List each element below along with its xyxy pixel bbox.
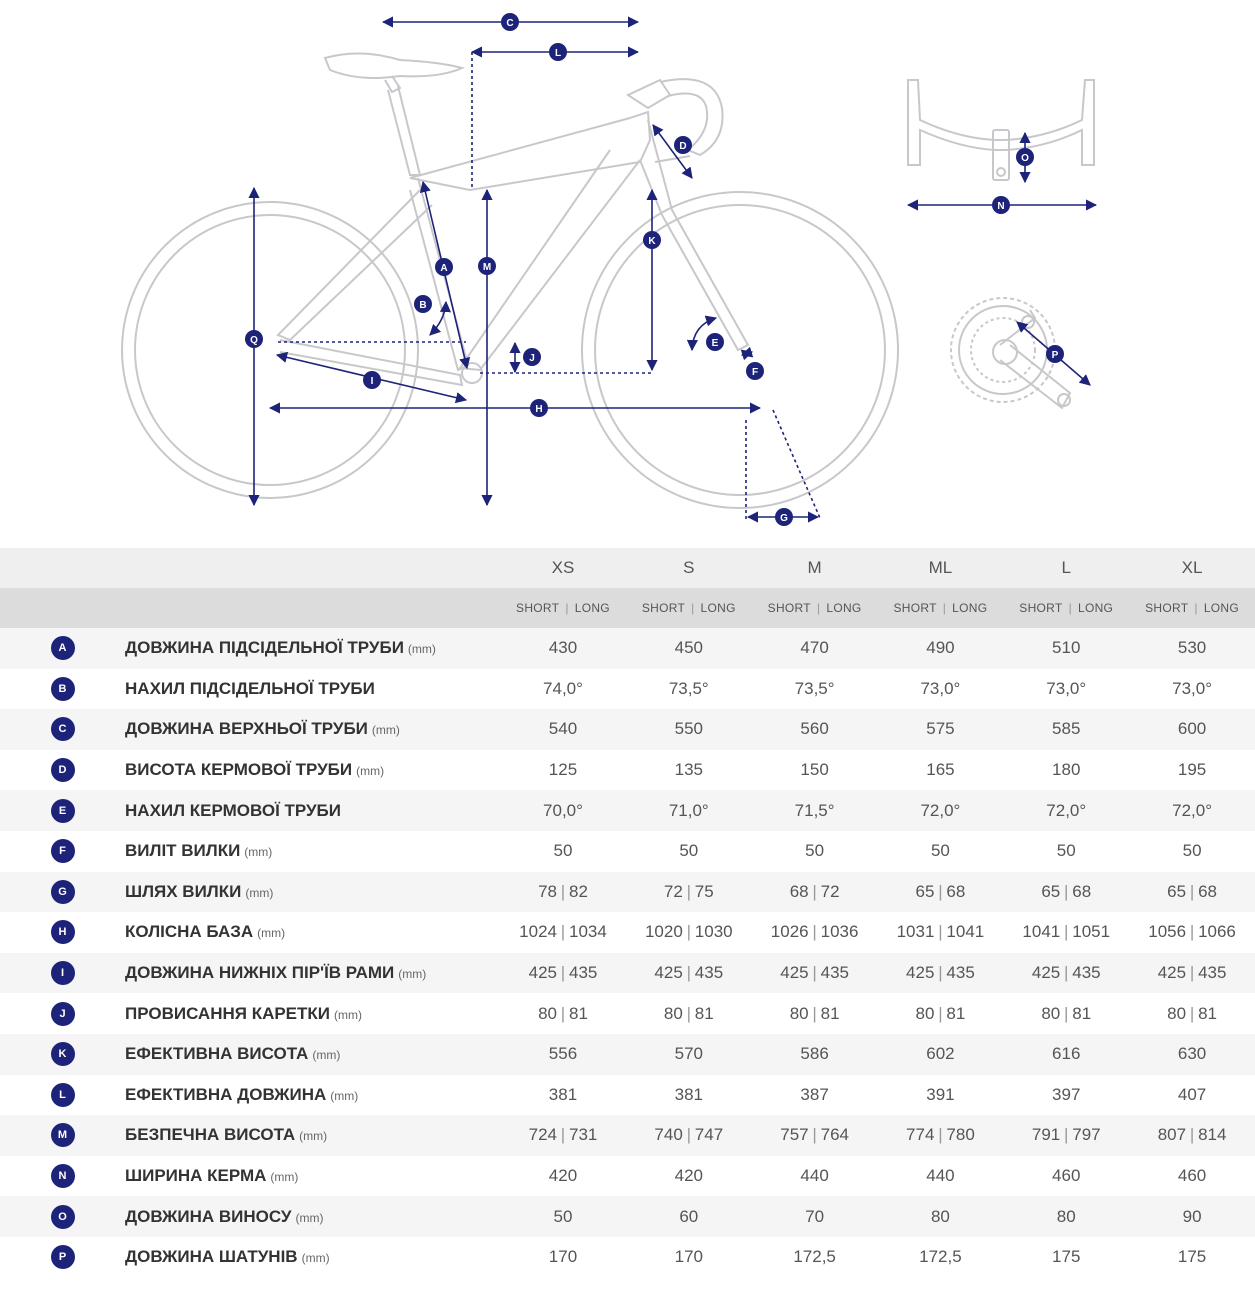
value-cell-pair: 425 | 435 — [626, 953, 752, 994]
svg-text:J: J — [529, 353, 535, 364]
long-value: 81 — [568, 1003, 588, 1023]
table-row — [0, 628, 1255, 669]
value-cell: 407 — [1129, 1075, 1255, 1116]
value-cell: 460 — [1129, 1156, 1255, 1197]
table-row — [0, 669, 1255, 710]
long-value: 435 — [568, 963, 598, 983]
value-cell: 556 — [500, 1034, 626, 1075]
svg-text:D: D — [679, 141, 687, 152]
marker-l — [549, 43, 567, 61]
row-letter-badge: L — [51, 1083, 75, 1107]
short-value: 425 — [906, 963, 935, 983]
marker-p — [1046, 345, 1064, 363]
row-label: НАХИЛ КЕРМОВОЇ ТРУБИ — [125, 800, 341, 820]
short-value: 78 — [538, 881, 557, 901]
long-value: 731 — [568, 1125, 598, 1145]
bike-geometry-diagram — [0, 0, 1255, 548]
row-unit: (mm) — [330, 1088, 359, 1103]
value-cell: 391 — [878, 1075, 1004, 1116]
table-row — [0, 750, 1255, 791]
long-value: 1034 — [568, 922, 607, 942]
long-value: 68 — [946, 881, 966, 901]
svg-text:E: E — [711, 338, 719, 349]
long-value: 814 — [1198, 1125, 1227, 1145]
table-row — [0, 790, 1255, 831]
row-unit: (mm) — [244, 845, 273, 860]
marker-g — [775, 508, 793, 526]
value-cell: 73,5° — [752, 669, 878, 710]
long-value: 72 — [820, 881, 840, 901]
table-row — [0, 953, 1255, 994]
long-value: 81 — [1072, 1003, 1092, 1023]
value-cell-pair: 80 | 81 — [1129, 993, 1255, 1034]
value-cell: 90 — [1129, 1196, 1255, 1237]
marker-o — [1016, 148, 1034, 166]
row-letter-badge: O — [51, 1205, 75, 1229]
svg-text:G: G — [780, 513, 788, 524]
value-cell-pair: 1026 | 1036 — [752, 912, 878, 953]
value-cell-pair: 425 | 435 — [500, 953, 626, 994]
row-letter-badge: K — [51, 1042, 75, 1066]
long-label: LONG — [952, 601, 988, 615]
value-cell: 74,0° — [500, 669, 626, 710]
short-long-label: SHORT | LONG — [878, 588, 1004, 628]
value-cell: 170 — [500, 1237, 626, 1278]
table-row — [0, 1075, 1255, 1116]
value-cell: 381 — [626, 1075, 752, 1116]
value-cell: 470 — [752, 628, 878, 669]
short-value: 68 — [789, 881, 809, 901]
value-cell: 602 — [878, 1034, 1004, 1075]
table-row — [0, 1115, 1255, 1156]
marker-i — [363, 371, 381, 389]
bike-geometry-svg — [0, 0, 1255, 548]
value-cell-pair: 80 | 81 — [878, 993, 1004, 1034]
long-value: 435 — [946, 963, 975, 983]
value-cell: 430 — [500, 628, 626, 669]
value-cell: 560 — [752, 709, 878, 750]
row-letter-badge: N — [51, 1164, 75, 1188]
row-label: ДОВЖИНА ВИНОСУ — [125, 1206, 292, 1226]
long-value: 1030 — [694, 922, 733, 942]
short-value: 425 — [528, 963, 557, 983]
value-cell: 165 — [878, 750, 1004, 791]
size-header-m: M — [752, 548, 878, 588]
value-cell: 70 — [752, 1196, 878, 1237]
value-cell: 616 — [1003, 1034, 1129, 1075]
row-letter-badge: P — [51, 1245, 75, 1269]
bike-outline — [122, 53, 898, 508]
row-label: ДОВЖИНА ПІДСІДЕЛЬНОЇ ТРУБИ — [125, 638, 404, 658]
value-cell-pair: 80 | 81 — [1003, 993, 1129, 1034]
long-value: 747 — [694, 1125, 724, 1145]
row-label: ШЛЯХ ВИЛКИ — [125, 881, 242, 901]
svg-text:I: I — [370, 376, 374, 387]
value-cell-pair: 425 | 435 — [1003, 953, 1129, 994]
value-cell: 420 — [500, 1156, 626, 1197]
short-long-label: SHORT | LONG — [626, 588, 752, 628]
short-value: 1026 — [770, 922, 809, 942]
value-cell-pair: 65 | 68 — [1003, 872, 1129, 913]
long-value: 1036 — [820, 922, 859, 942]
row-unit: (mm) — [371, 723, 400, 738]
short-value: 65 — [1041, 881, 1061, 901]
row-unit: (mm) — [245, 885, 274, 900]
marker-b — [414, 295, 432, 313]
row-label: ШИРИНА КЕРМА — [125, 1166, 267, 1186]
value-cell: 50 — [1003, 831, 1129, 872]
size-header-xl: XL — [1129, 548, 1255, 588]
short-value: 65 — [1167, 881, 1187, 901]
value-cell: 80 — [1003, 1196, 1129, 1237]
value-cell: 550 — [626, 709, 752, 750]
svg-text:A: A — [440, 263, 448, 274]
value-cell: 71,5° — [752, 790, 878, 831]
row-unit: (mm) — [257, 926, 286, 941]
value-cell-pair: 1041 | 1051 — [1003, 912, 1129, 953]
short-long-label: SHORT | LONG — [1129, 588, 1255, 628]
table-row — [0, 1034, 1255, 1075]
value-cell: 490 — [878, 628, 1004, 669]
marker-a — [435, 258, 453, 276]
short-value: 1020 — [644, 922, 683, 942]
row-letter-badge: M — [51, 1123, 75, 1147]
value-cell: 73,0° — [1003, 669, 1129, 710]
short-label: SHORT — [893, 601, 937, 615]
value-cell: 70,0° — [500, 790, 626, 831]
svg-text:B: B — [419, 300, 427, 311]
size-header-s: S — [626, 548, 752, 588]
long-value: 780 — [946, 1125, 975, 1145]
value-cell: 420 — [626, 1156, 752, 1197]
value-cell: 585 — [1003, 709, 1129, 750]
value-cell: 150 — [752, 750, 878, 791]
marker-j — [523, 348, 541, 366]
row-unit: (mm) — [270, 1170, 299, 1185]
short-long-header-row — [0, 588, 1255, 628]
value-cell: 50 — [752, 831, 878, 872]
short-value: 80 — [789, 1003, 809, 1023]
value-cell: 397 — [1003, 1075, 1129, 1116]
short-value: 757 — [780, 1125, 809, 1145]
row-label: ДОВЖИНА ВЕРХНЬОЇ ТРУБИ — [125, 719, 368, 739]
table-row — [0, 1156, 1255, 1197]
value-cell: 172,5 — [878, 1237, 1004, 1278]
marker-n — [992, 196, 1010, 214]
value-cell-pair: 425 | 435 — [752, 953, 878, 994]
short-value: 1024 — [519, 922, 557, 942]
marker-m — [478, 257, 496, 275]
row-letter-badge: A — [51, 636, 75, 660]
short-value: 425 — [1157, 963, 1187, 983]
long-label: LONG — [1077, 601, 1114, 615]
value-cell: 73,5° — [626, 669, 752, 710]
size-header-l: L — [1003, 548, 1129, 588]
long-value: 75 — [694, 881, 714, 901]
value-cell-pair: 1056 | 1066 — [1129, 912, 1255, 953]
short-long-label: SHORT | LONG — [1003, 588, 1129, 628]
marker-d — [674, 136, 692, 154]
short-label: SHORT — [1145, 601, 1189, 615]
svg-text:O: O — [1021, 153, 1029, 164]
short-value: 740 — [654, 1125, 683, 1145]
short-value: 80 — [538, 1003, 557, 1023]
svg-text:L: L — [554, 48, 562, 59]
long-value: 1066 — [1198, 922, 1236, 942]
value-cell: 170 — [626, 1237, 752, 1278]
value-cell-pair: 425 | 435 — [878, 953, 1004, 994]
value-cell: 135 — [626, 750, 752, 791]
marker-c — [501, 13, 519, 31]
table-row — [0, 912, 1255, 953]
long-value: 81 — [694, 1003, 714, 1023]
value-cell: 460 — [1003, 1156, 1129, 1197]
value-cell: 50 — [626, 831, 752, 872]
row-label: НАХИЛ ПІДСІДЕЛЬНОЇ ТРУБИ — [125, 678, 375, 698]
value-cell: 73,0° — [1129, 669, 1255, 710]
row-letter-badge: H — [51, 920, 75, 944]
value-cell: 71,0° — [626, 790, 752, 831]
row-label: ПРОВИСАННЯ КАРЕТКИ — [125, 1003, 331, 1023]
long-label: LONG — [700, 601, 736, 615]
value-cell: 60 — [626, 1196, 752, 1237]
short-value: 774 — [906, 1125, 935, 1145]
size-header-ml: ML — [878, 548, 1004, 588]
long-label: LONG — [574, 601, 610, 615]
row-letter-badge: B — [51, 677, 75, 701]
size-header-xs: XS — [500, 548, 626, 588]
long-value: 1051 — [1072, 922, 1111, 942]
marker-f — [746, 362, 764, 380]
value-cell-pair: 425 | 435 — [1129, 953, 1255, 994]
short-value: 724 — [528, 1125, 557, 1145]
svg-text:K: K — [648, 236, 656, 247]
short-value: 807 — [1157, 1125, 1187, 1145]
long-label: LONG — [826, 601, 862, 615]
value-cell: 540 — [500, 709, 626, 750]
short-label: SHORT — [1019, 601, 1063, 615]
value-cell: 600 — [1129, 709, 1255, 750]
value-cell-pair: 65 | 68 — [878, 872, 1004, 913]
marker-k — [643, 231, 661, 249]
diagram-markers — [245, 13, 1064, 526]
value-cell: 80 — [878, 1196, 1004, 1237]
svg-text:M: M — [482, 262, 492, 273]
value-cell: 440 — [878, 1156, 1004, 1197]
row-label: КОЛІСНА БАЗА — [125, 922, 254, 942]
value-cell-pair: 68 | 72 — [752, 872, 878, 913]
row-label: БЕЗПЕЧНА ВИСОТА — [125, 1125, 296, 1145]
marker-q — [245, 330, 263, 348]
long-value: 68 — [1198, 881, 1217, 901]
value-cell: 50 — [500, 1196, 626, 1237]
row-unit: (mm) — [334, 1007, 362, 1022]
short-value: 65 — [915, 881, 935, 901]
value-cell: 180 — [1003, 750, 1129, 791]
long-value: 82 — [568, 881, 588, 901]
table-row — [0, 709, 1255, 750]
row-unit: (mm) — [407, 642, 436, 657]
short-label: SHORT — [767, 601, 811, 615]
long-value: 435 — [1072, 963, 1101, 983]
value-cell: 440 — [752, 1156, 878, 1197]
value-cell: 172,5 — [752, 1237, 878, 1278]
short-label: SHORT — [516, 601, 560, 615]
value-cell-pair: 78 | 82 — [500, 872, 626, 913]
value-cell: 72,0° — [1003, 790, 1129, 831]
marker-e — [706, 333, 724, 351]
geometry-table — [0, 548, 1255, 1278]
short-long-label: SHORT | LONG — [752, 588, 878, 628]
table-row — [0, 1237, 1255, 1278]
row-label: ЕФЕКТИВНА ВИСОТА — [125, 1044, 309, 1064]
table-row — [0, 1196, 1255, 1237]
value-cell-pair: 740 | 747 — [626, 1115, 752, 1156]
row-label: ВИСОТА КЕРМОВОЇ ТРУБИ — [125, 760, 353, 780]
row-unit: (mm) — [295, 1210, 324, 1225]
size-header-row — [0, 548, 1255, 588]
value-cell: 175 — [1129, 1237, 1255, 1278]
value-cell-pair: 80 | 81 — [752, 993, 878, 1034]
value-cell: 72,0° — [1129, 790, 1255, 831]
row-unit: (mm) — [356, 764, 385, 779]
value-cell: 50 — [500, 831, 626, 872]
value-cell: 570 — [626, 1034, 752, 1075]
short-value: 1041 — [1022, 922, 1061, 942]
value-cell-pair: 72 | 75 — [626, 872, 752, 913]
long-label: LONG — [1203, 601, 1240, 615]
row-letter-badge: C — [51, 717, 75, 741]
long-value: 1041 — [946, 922, 985, 942]
value-cell: 387 — [752, 1075, 878, 1116]
svg-text:P: P — [1051, 350, 1059, 361]
short-value: 425 — [780, 963, 809, 983]
value-cell: 73,0° — [878, 669, 1004, 710]
short-value: 791 — [1031, 1125, 1061, 1145]
row-letter-badge: D — [51, 758, 75, 782]
handlebar-top-view — [908, 80, 1094, 180]
table-row — [0, 993, 1255, 1034]
value-cell: 72,0° — [878, 790, 1004, 831]
row-unit: (mm) — [301, 1251, 330, 1266]
row-letter-badge: I — [51, 961, 75, 985]
value-cell: 381 — [500, 1075, 626, 1116]
value-cell: 450 — [626, 628, 752, 669]
value-cell-pair: 80 | 81 — [626, 993, 752, 1034]
long-value: 764 — [820, 1125, 849, 1145]
short-value: 72 — [663, 881, 683, 901]
row-label: ДОВЖИНА ШАТУНІВ — [125, 1247, 298, 1267]
short-label: SHORT — [641, 601, 686, 615]
long-value: 435 — [820, 963, 849, 983]
value-cell-pair: 807 | 814 — [1129, 1115, 1255, 1156]
row-letter-badge: E — [51, 799, 75, 823]
row-letter-badge: F — [51, 839, 75, 863]
row-letter-badge: G — [51, 880, 75, 904]
short-value: 425 — [654, 963, 683, 983]
row-letter-badge: J — [51, 1002, 75, 1026]
value-cell: 50 — [878, 831, 1004, 872]
long-value: 81 — [1198, 1003, 1217, 1023]
value-cell-pair: 774 | 780 — [878, 1115, 1004, 1156]
svg-text:H: H — [535, 404, 543, 415]
short-value: 80 — [1167, 1003, 1187, 1023]
svg-text:F: F — [751, 367, 759, 378]
row-label: ДОВЖИНА НИЖНІХ ПІР'ЇВ РАМИ — [125, 963, 395, 983]
value-cell: 630 — [1129, 1034, 1255, 1075]
marker-h — [530, 399, 548, 417]
short-value: 1031 — [896, 922, 935, 942]
value-cell: 530 — [1129, 628, 1255, 669]
short-value: 80 — [663, 1003, 683, 1023]
value-cell: 50 — [1129, 831, 1255, 872]
row-unit: (mm) — [398, 967, 427, 982]
short-value: 425 — [1031, 963, 1061, 983]
value-cell-pair: 1020 | 1030 — [626, 912, 752, 953]
value-cell-pair: 1024 | 1034 — [500, 912, 626, 953]
short-value: 80 — [915, 1003, 935, 1023]
svg-text:N: N — [997, 201, 1005, 212]
value-cell: 195 — [1129, 750, 1255, 791]
short-value: 80 — [1041, 1003, 1061, 1023]
value-cell-pair: 757 | 764 — [752, 1115, 878, 1156]
long-value: 435 — [694, 963, 724, 983]
svg-text:Q: Q — [250, 335, 258, 346]
row-label: ЕФЕКТИВНА ДОВЖИНА — [125, 1084, 327, 1104]
row-unit: (mm) — [299, 1129, 328, 1144]
row-label: ВИЛІТ ВИЛКИ — [125, 841, 241, 861]
value-cell: 125 — [500, 750, 626, 791]
value-cell: 175 — [1003, 1237, 1129, 1278]
long-value: 81 — [946, 1003, 966, 1023]
value-cell: 575 — [878, 709, 1004, 750]
value-cell-pair: 80 | 81 — [500, 993, 626, 1034]
short-long-label: SHORT | LONG — [500, 588, 626, 628]
long-value: 797 — [1072, 1125, 1101, 1145]
value-cell-pair: 1031 | 1041 — [878, 912, 1004, 953]
long-value: 435 — [1198, 963, 1227, 983]
table-row — [0, 831, 1255, 872]
row-unit: (mm) — [312, 1048, 341, 1063]
value-cell-pair: 791 | 797 — [1003, 1115, 1129, 1156]
value-cell-pair: 65 | 68 — [1129, 872, 1255, 913]
value-cell: 510 — [1003, 628, 1129, 669]
geometry-table-body — [0, 628, 1255, 1278]
table-row — [0, 872, 1255, 913]
long-value: 68 — [1072, 881, 1092, 901]
value-cell: 586 — [752, 1034, 878, 1075]
value-cell-pair: 724 | 731 — [500, 1115, 626, 1156]
long-value: 81 — [820, 1003, 840, 1023]
svg-text:C: C — [506, 18, 514, 29]
short-value: 1056 — [1148, 922, 1187, 942]
